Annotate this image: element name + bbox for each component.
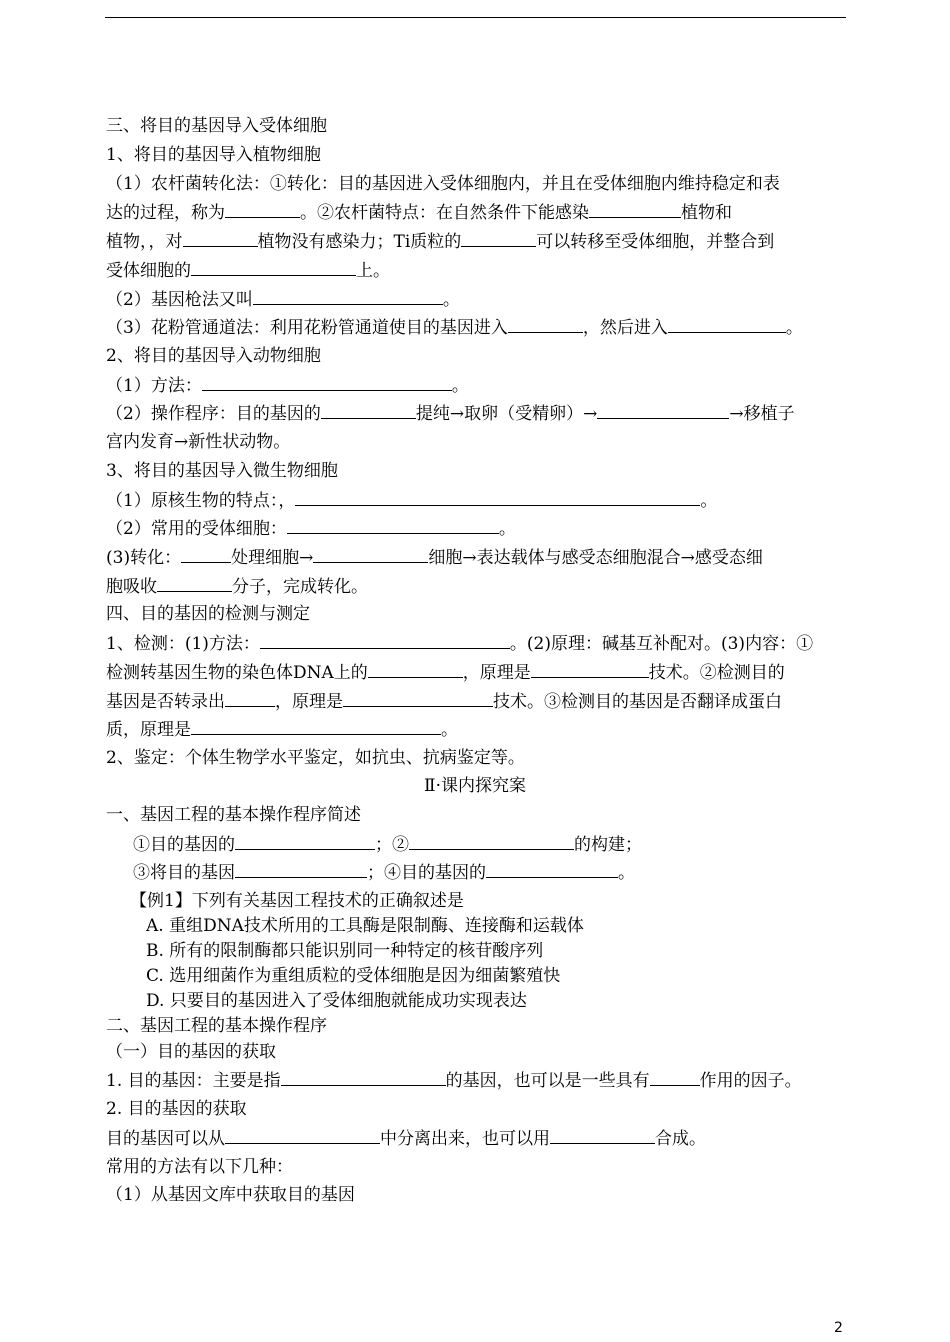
paragraph-line bbox=[106, 201, 732, 224]
text: （3）花粉管通道法：利用花粉管通道使目的基因进入 bbox=[106, 318, 508, 338]
paragraph-line bbox=[133, 833, 642, 856]
text: 2、鉴定：个体生物学水平鉴定，如抗虫、抗病鉴定等。 bbox=[106, 748, 525, 768]
option-b bbox=[146, 940, 543, 962]
blank-field[interactable] bbox=[202, 374, 452, 391]
text: （1）农杆菌转化法：①转化：目的基因进入受体细胞内，并且在受体细胞内维持稳定和表 bbox=[106, 174, 780, 194]
text: （2）基因枪法又叫 bbox=[106, 290, 253, 310]
blank-field[interactable] bbox=[191, 259, 356, 276]
paragraph-line bbox=[106, 1184, 355, 1206]
text: A. 重组DNA技术所用的工具酶是限制酶、连接酶和运载体 bbox=[146, 916, 584, 936]
text: (3)转化： bbox=[106, 548, 182, 568]
paragraph-line bbox=[106, 661, 785, 684]
part-2-heading-2 bbox=[106, 1015, 327, 1037]
blank-field[interactable] bbox=[589, 201, 681, 218]
text: 。(2)原理：碱基互补配对。(3)内容：① bbox=[509, 634, 814, 654]
heading-text: 3、将目的基因导入微生物细胞 bbox=[106, 461, 338, 481]
text: ；④目的基因的 bbox=[367, 863, 486, 883]
paragraph-line bbox=[106, 546, 763, 569]
text: 目的基因可以从 bbox=[106, 1129, 225, 1149]
paragraph-line bbox=[106, 431, 290, 453]
text: 。 bbox=[785, 318, 803, 338]
paragraph-line bbox=[106, 259, 390, 282]
text: ，原理是 bbox=[462, 663, 531, 683]
blank-field[interactable] bbox=[235, 861, 367, 878]
text: →移植子 bbox=[729, 404, 795, 424]
text: 宫内发育→新性状动物。 bbox=[106, 432, 291, 452]
option-c bbox=[146, 965, 560, 987]
blank-field[interactable] bbox=[225, 1127, 380, 1144]
paragraph-line bbox=[106, 575, 368, 598]
text: 作用的因子。 bbox=[699, 1071, 802, 1091]
blank-field[interactable] bbox=[191, 718, 441, 735]
paragraph-line bbox=[106, 690, 782, 713]
text: ，然后进入 bbox=[582, 318, 668, 338]
paragraph-line bbox=[106, 1127, 706, 1150]
section-4-title bbox=[106, 603, 310, 625]
text: ③将目的基因 bbox=[133, 863, 235, 883]
option-a bbox=[146, 915, 584, 937]
heading-text: 一、基因工程的基本操作程序简述 bbox=[106, 805, 361, 825]
text: 。 bbox=[451, 376, 469, 396]
paragraph-line bbox=[106, 517, 516, 540]
text: B. 所有的限制酶都只能识别同一种特定的核苷酸序列 bbox=[146, 941, 544, 961]
text: 分子，完成转化。 bbox=[232, 577, 368, 597]
paragraph-line bbox=[106, 1156, 293, 1178]
text: 常用的方法有以下几种： bbox=[106, 1157, 293, 1177]
text: 基因是否转录出 bbox=[106, 692, 225, 712]
text: （1）原核生物的特点：， bbox=[106, 491, 296, 511]
blank-field[interactable] bbox=[531, 661, 649, 678]
blank-field[interactable] bbox=[409, 833, 574, 850]
blank-field[interactable] bbox=[287, 517, 499, 534]
text: 【例1】下列有关基因工程技术的正确叙述是 bbox=[130, 891, 464, 911]
text: 。 bbox=[441, 720, 458, 740]
text: 的构建； bbox=[574, 835, 642, 855]
blank-field[interactable] bbox=[650, 1069, 700, 1086]
text: ①目的基因的 bbox=[133, 835, 235, 855]
section-3-title bbox=[106, 115, 327, 137]
text: 达的过程，称为 bbox=[106, 203, 225, 223]
text: 2. 目的基因的获取 bbox=[106, 1099, 247, 1119]
heading-text: （一）目的基因的获取 bbox=[106, 1042, 276, 1062]
paragraph-line bbox=[106, 489, 717, 512]
blank-field[interactable] bbox=[668, 316, 786, 333]
paragraph-line bbox=[133, 861, 635, 884]
text: 1. 目的基因：主要是指 bbox=[106, 1071, 281, 1091]
heading-text: 四、目的基因的检测与测定 bbox=[106, 604, 310, 624]
blank-field[interactable] bbox=[343, 690, 493, 707]
text: （2）常用的受体细胞： bbox=[106, 519, 287, 539]
blank-field[interactable] bbox=[321, 402, 416, 419]
text: 。 bbox=[618, 863, 635, 883]
paragraph-line bbox=[106, 747, 525, 769]
paragraph-line bbox=[106, 374, 469, 397]
paragraph-line bbox=[106, 288, 460, 311]
text: 植物没有感染力；Ti质粒的 bbox=[257, 232, 462, 252]
text: 合成。 bbox=[655, 1129, 706, 1149]
text: 中分离出来，也可以用 bbox=[380, 1129, 550, 1149]
paragraph-line bbox=[106, 1069, 802, 1092]
text: （1）从基因文库中获取目的基因 bbox=[106, 1185, 355, 1205]
text: 。②农杆菌特点：在自然条件下能感染 bbox=[300, 203, 589, 223]
blank-field[interactable] bbox=[461, 230, 536, 247]
text: 处理细胞→ bbox=[231, 548, 314, 568]
text: ，原理是 bbox=[275, 692, 343, 712]
blank-field[interactable] bbox=[181, 546, 231, 563]
blank-field[interactable] bbox=[368, 661, 463, 678]
heading-text: 2、将目的基因导入动物细胞 bbox=[106, 346, 321, 366]
heading-text: Ⅱ·课内探究案 bbox=[424, 776, 526, 796]
subsection-3-3-title bbox=[106, 460, 338, 482]
page-number: 2 bbox=[834, 1320, 843, 1336]
paragraph-line bbox=[106, 632, 813, 655]
text: 的基因，也可以是一些具有 bbox=[445, 1071, 650, 1091]
paragraph-line bbox=[106, 173, 780, 195]
heading-text: 三、将目的基因导入受体细胞 bbox=[106, 116, 327, 136]
blank-field[interactable] bbox=[281, 1069, 446, 1086]
paragraph-line bbox=[106, 230, 774, 253]
paragraph-line bbox=[106, 1098, 247, 1120]
subsection-3-1-title bbox=[106, 144, 321, 166]
blank-field[interactable] bbox=[295, 489, 700, 506]
text: 胞吸收 bbox=[106, 577, 157, 597]
blank-field[interactable] bbox=[225, 690, 275, 707]
text: 检测转基因生物的染色体DNA上的 bbox=[106, 663, 368, 683]
blank-field[interactable] bbox=[225, 201, 300, 218]
text: 受体细胞的 bbox=[106, 261, 191, 281]
part-2-title bbox=[0, 775, 950, 797]
heading-text: 1、将目的基因导入植物细胞 bbox=[106, 145, 321, 165]
part-2-heading-1 bbox=[106, 804, 361, 826]
text: 细胞→表达载体与感受态细胞混合→感受态细 bbox=[428, 548, 763, 568]
part-2-heading-3 bbox=[106, 1041, 276, 1063]
header-rule bbox=[105, 17, 846, 18]
paragraph-line bbox=[106, 718, 458, 741]
text: 技术。③检测目的基因是否翻译成蛋白 bbox=[493, 692, 782, 712]
subsection-3-2-title bbox=[106, 345, 321, 367]
text: 植物和 bbox=[681, 203, 732, 223]
text: 提纯→取卵（受精卵）→ bbox=[415, 404, 598, 424]
text: 。 bbox=[700, 491, 718, 511]
text: 质，原理是 bbox=[106, 720, 191, 740]
text: 上。 bbox=[356, 261, 390, 281]
text: 1、检测：(1)方法： bbox=[106, 634, 260, 654]
text: 可以转移至受体细胞，并整合到 bbox=[536, 232, 775, 252]
text: 。 bbox=[442, 290, 460, 310]
blank-field[interactable] bbox=[235, 833, 375, 850]
blank-field[interactable] bbox=[313, 546, 428, 563]
text: 。 bbox=[498, 519, 516, 539]
text: 技术。②检测目的 bbox=[648, 663, 785, 683]
blank-field[interactable] bbox=[157, 575, 232, 592]
text: （2）操作程序：目的基因的 bbox=[106, 404, 321, 424]
text: （1）方法： bbox=[106, 376, 202, 396]
blank-field[interactable] bbox=[508, 316, 583, 333]
blank-field[interactable] bbox=[260, 632, 510, 649]
text: D. 只要目的基因进入了受体细胞就能成功实现表达 bbox=[146, 991, 527, 1011]
heading-text: 二、基因工程的基本操作程序 bbox=[106, 1016, 327, 1036]
blank-field[interactable] bbox=[183, 230, 258, 247]
paragraph-line bbox=[106, 316, 803, 339]
text: C. 选用细菌作为重组质粒的受体细胞是因为细菌繁殖快 bbox=[146, 966, 561, 986]
option-d bbox=[146, 990, 527, 1012]
blank-field[interactable] bbox=[597, 402, 729, 419]
example-question bbox=[130, 890, 464, 912]
blank-field[interactable] bbox=[253, 288, 443, 305]
paragraph-line bbox=[106, 402, 795, 425]
blank-field[interactable] bbox=[550, 1127, 655, 1144]
blank-field[interactable] bbox=[486, 861, 618, 878]
text: ；② bbox=[375, 835, 409, 855]
text: 植物，，对 bbox=[106, 232, 183, 252]
